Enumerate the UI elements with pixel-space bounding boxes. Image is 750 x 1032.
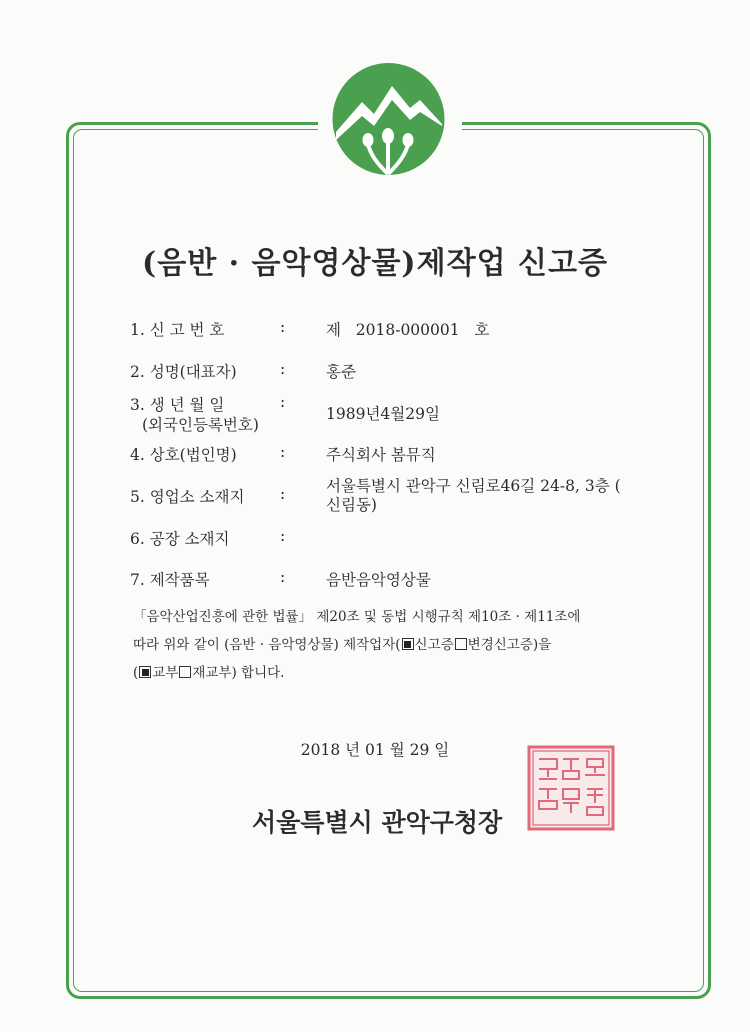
address-line-1: 서울특별시 관악구 신림로46길 24-8, 3층 ( [326,477,621,495]
field-label: 7. 제작품목 [130,571,210,589]
field-value: 1989년4월29일 [326,405,440,423]
statement-line-3: ( 교부 재교부) 합니다. [133,665,285,681]
certificate-title: (음반 · 음악영상물)제작업 신고증 [142,246,608,281]
field-value: 홍준 [326,363,356,381]
field-label: 4. 상호(법인명) [130,446,237,464]
field-label: 2. 성명(대표자) [130,363,237,381]
official-seal-icon [527,745,615,831]
checked-box-icon [402,638,414,650]
statement-line-2: 따라 위와 같이 (음반 · 음악영상물) 제작업자( 신고증 변경신고증)을 [133,637,552,653]
unchecked-box-icon [455,638,467,650]
field-colon: : [280,360,286,378]
field-label: 5. 영업소 소재지 [130,488,245,506]
statement-line-1: 「음악산업진흥에 관한 법률」 제20조 및 동법 시행규칙 제10조 · 제11조에 [133,609,581,625]
field-colon: : [280,568,286,586]
field-label: 6. 공장 소재지 [130,530,230,548]
issuer-name: 서울특별시 관악구청장 [252,808,503,837]
field-colon: : [280,443,286,461]
unchecked-box-icon [179,666,191,678]
field-value [326,477,621,515]
statement-paragraph [133,603,653,687]
field-label: 3. 생 년 월 일 [130,396,225,414]
field-label: 1. 신 고 번 호 [130,321,225,339]
issue-date: 2018 년 01 월 29 일 [300,741,450,759]
field-colon: : [280,318,286,336]
field-value: 제 2018-000001 호 [326,321,490,339]
field-value: 주식회사 봄뮤직 [326,446,436,464]
mountain-emblem-icon [326,62,451,177]
address-line-2: 신림동) [326,496,377,514]
field-colon: : [280,393,286,411]
field-colon: : [280,527,286,545]
checked-box-icon [139,666,151,678]
field-sublabel: (외국인등록번호) [142,416,259,434]
field-colon: : [280,485,286,503]
field-value: 음반음악영상물 [326,571,431,589]
